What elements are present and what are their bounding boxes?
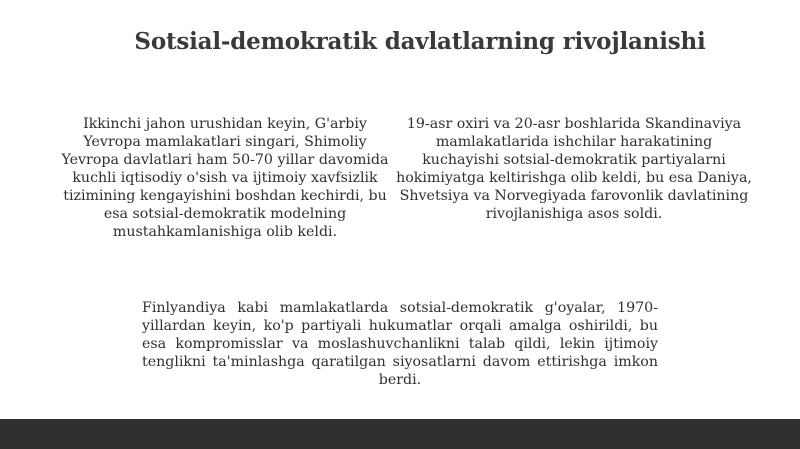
paragraph-left: Ikkinchi jahon urushidan keyin, G'arbiy Yevropa mamlakatlari singari, Shimoliy Yevropa davlatlari ham 50-70 yillar davomida kuchli iqtisodiy o'sish va ijtimoiy xavfsizlik tizimining kengayishini boshdan kechirdi, bu esa sotsial-demokratik modelning mustahkamlanishiga olib keldi. bbox=[61, 116, 389, 240]
slide-title: Sotsial-demokratik davlatlarning rivojlanishi bbox=[134, 28, 706, 55]
paragraph-bottom: Finlyandiya kabi mamlakatlarda sotsial-demokratik g'oyalar, 1970-yillardan keyin, ko'p partiyali hukumatlar orqali amalga oshirildi, bu esa kompromisslar va moslashuvchanlikni talab qildi, lekin ijtimoiy tenglikni ta'minlashga qaratilgan siyosatlarni davom ettirishga imkon berdi. bbox=[142, 300, 658, 388]
footer-bar bbox=[0, 419, 800, 449]
paragraph-right: 19-asr oxiri va 20-asr boshlarida Skandinaviya mamlakatlarida ishchilar harakatining kuchayishi sotsial-demokratik partiyalarni hokimiyatga keltirishga olib keldi, bu esa Daniya, Shvetsiya va Norvegiyada farovonlik davlatining rivojlanishiga asos soldi. bbox=[396, 116, 752, 222]
